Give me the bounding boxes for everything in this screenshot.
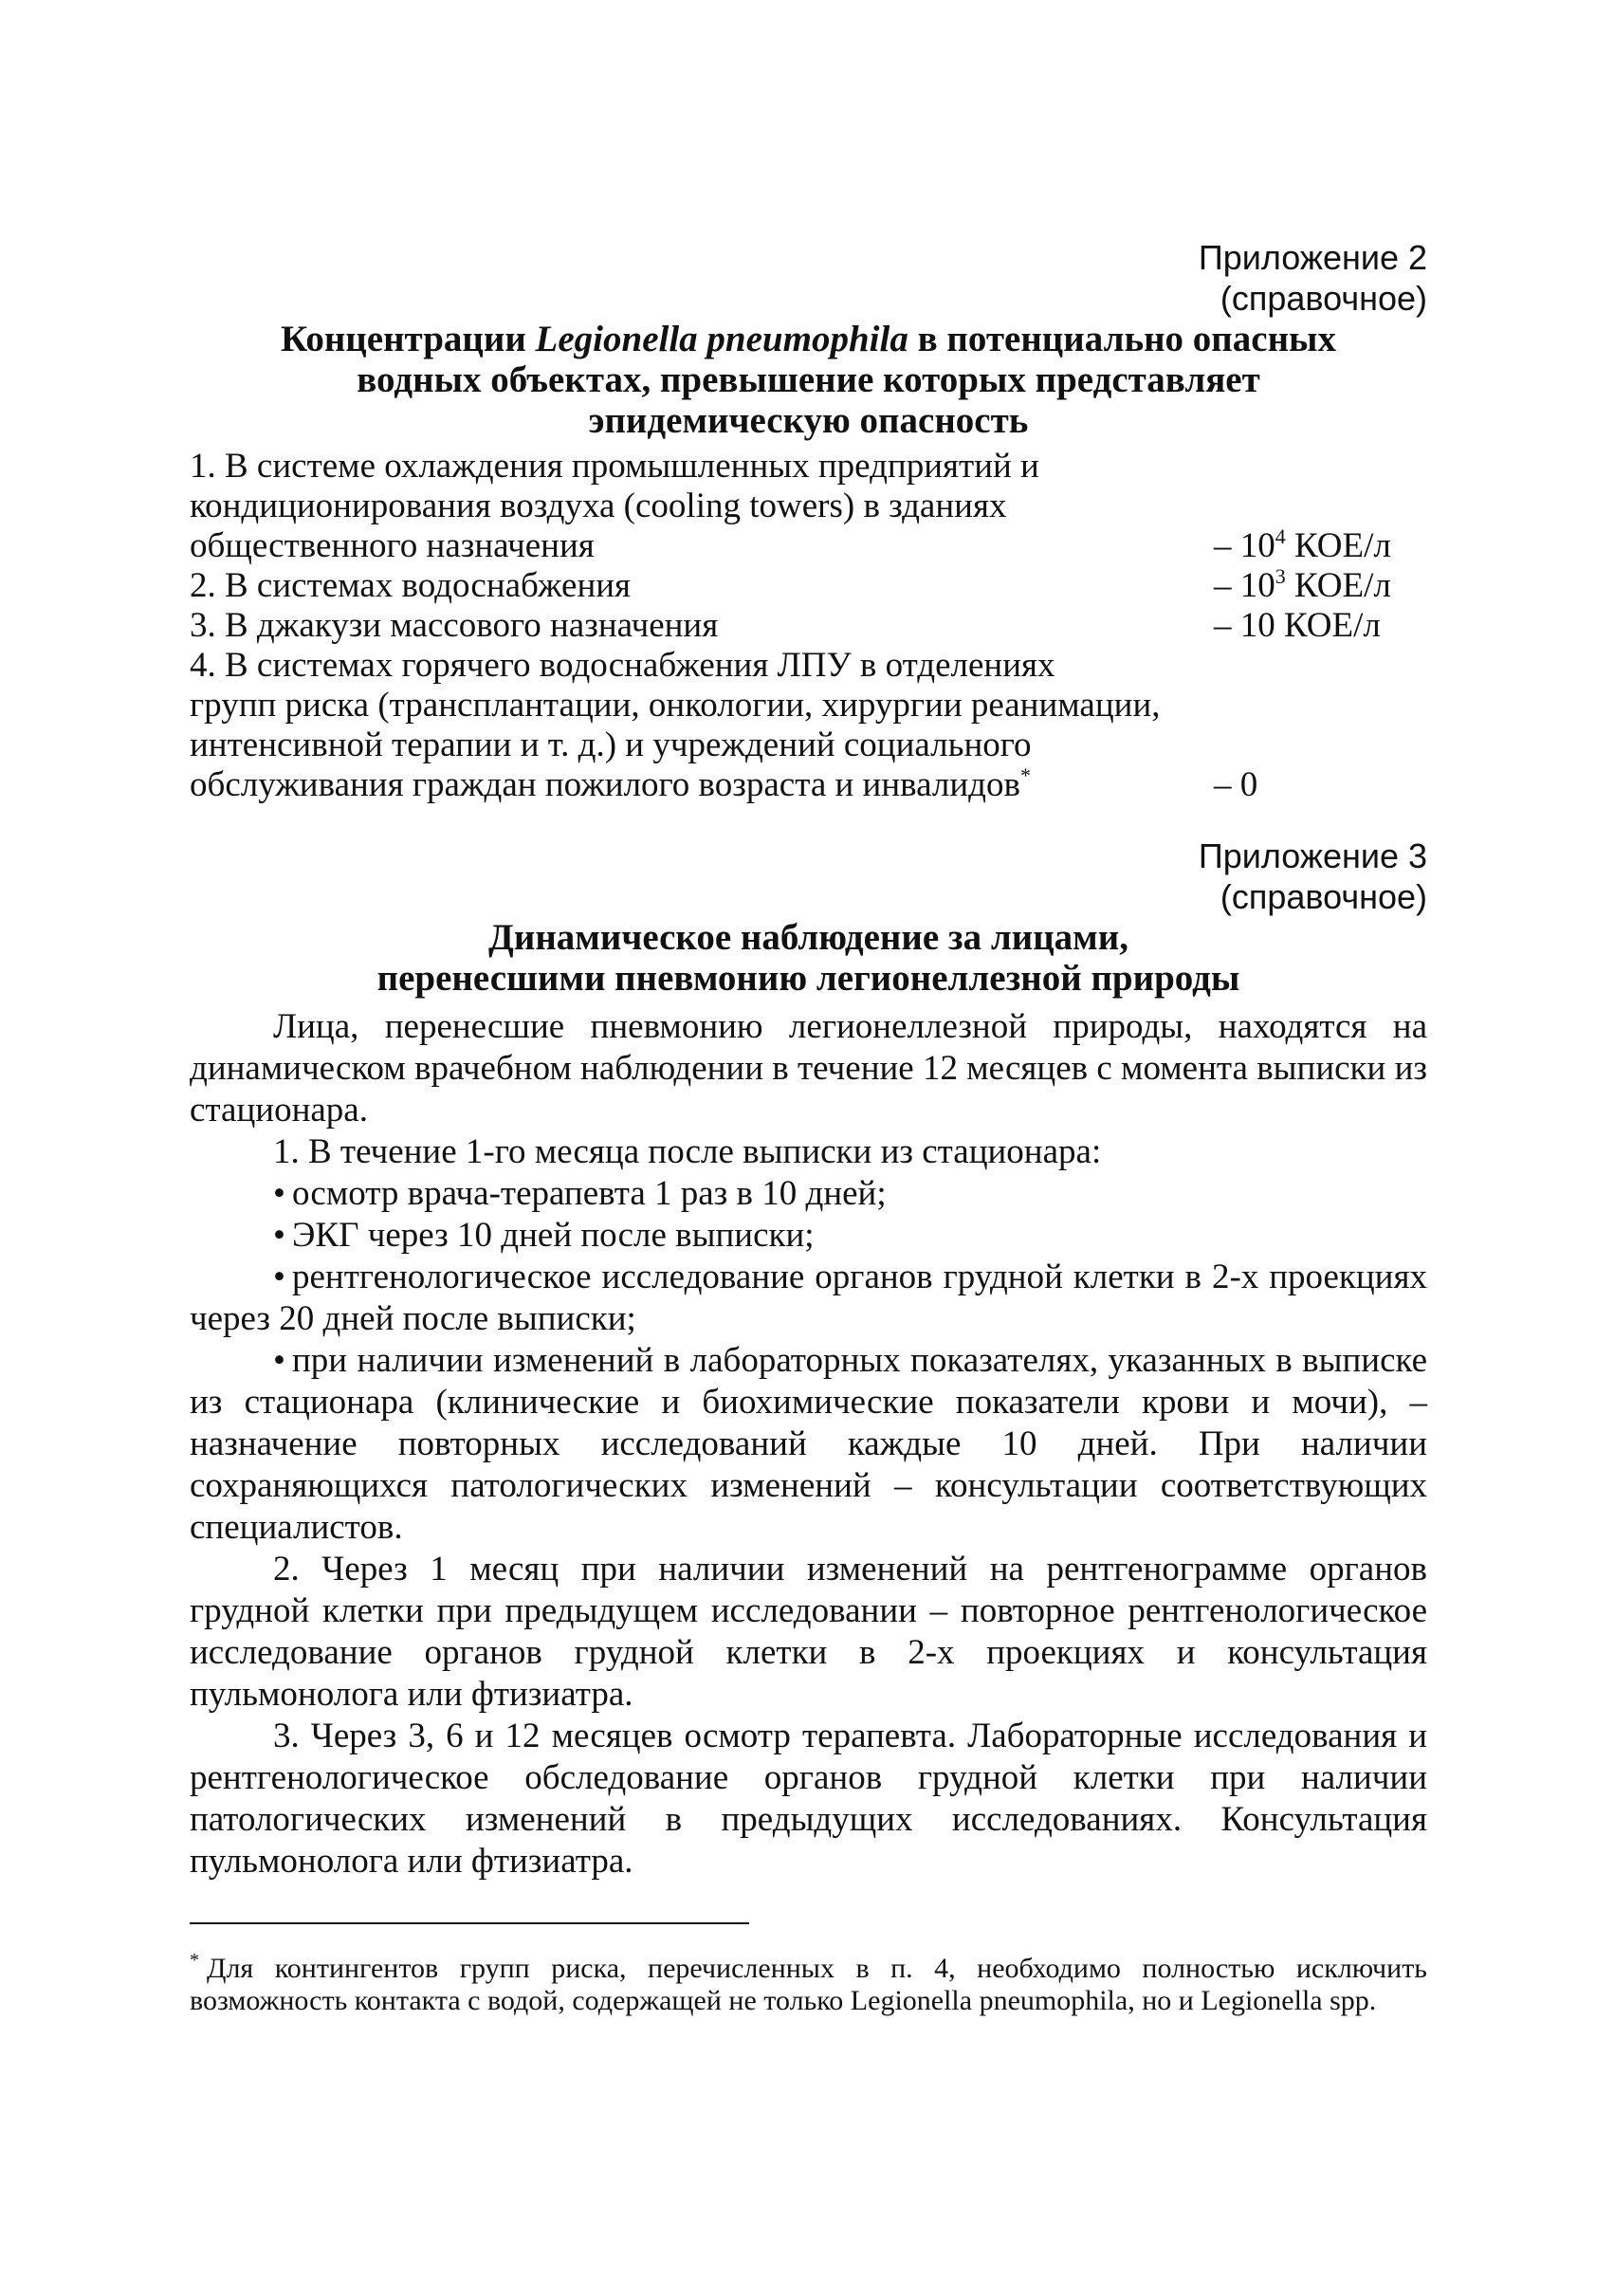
footnote-marker: * [1019,763,1031,787]
concentration-list [190,447,1427,805]
bullet-item: • рентгенологическое исследование органов грудной клетки в 2-х проекциях через 20 дней после выписки; [190,1258,1427,1338]
page-content [190,237,1427,2017]
footnote-divider [190,1922,749,1924]
concentration-value: – 0 [1214,765,1258,804]
species-name: Legionella pneumophila [535,319,908,359]
point-2: 2. Через 1 месяц при наличии изменений на рентгенограмме органов грудной клетки при предыдущем исследовании – повторное рентгенологическое исследование органов грудной клетки в 2-х проекциях и консультация пульмонолога или фтизиатра. [190,1550,1427,1714]
appendix-3-title-line1: Динамическое наблюдение за лицами, [488,917,1128,958]
appendix-2-header [190,237,1427,319]
appendix-2-title-line2: водных объектах, превышение которых представляет [357,359,1260,400]
appendix-3-body [190,1006,1427,1883]
appendix-2-title [190,319,1427,441]
appendix-2-note: (справочное) [1220,279,1427,318]
list-item: 1. В системе охлаждения промышленных предприятий и кондиционирования воздуха (cooling towers) в зданиях общественного назначения – $10^4$ КОЕ/л [190,447,1427,566]
bullet-icon: • [273,1341,285,1380]
appendix-2-label: Приложение 2 [1198,238,1427,277]
appendix-3-title-line2: перенесшими пневмонию легионеллезной природы [376,958,1240,999]
bullet-item: • при наличии изменений в лабораторных показателях, указанных в выписке из стационара (клинические и биохимические показатели крови и мочи), – назначение повторных исследований каждые 10 дней. При наличии сохраняющихся патологических изменений – консультации соответствующих специалистов. [190,1341,1427,1547]
point-3: 3. Через 3, 6 и 12 месяцев осмотр терапевта. Лабораторные исследования и рентгенологическое обследование органов грудной клетки при наличии патологических изменений в предыдущих исследованиях. Консультация пульмонолога или фтизиатра. [190,1717,1427,1881]
intro-paragraph: Лица, перенесшие пневмонию легионеллезной природы, находятся на динамическом врачебном наблюдении в течение 12 месяцев с момента выписки из стационара. [190,1007,1427,1130]
list-item: 2. В системах водоснабжения – $10^3$ КОЕ/л [190,566,1427,606]
list-item: 3. В джакузи массового назначения – 10 КОЕ/л [190,606,1427,646]
concentration-value: – $10^4$ КОЕ/л [1214,524,1391,565]
appendix-3-note: (справочное) [1220,877,1427,916]
bullet-icon: • [273,1174,285,1213]
concentration-value: – 10 КОЕ/л [1214,606,1381,645]
footnote-text: Для контингентов групп риска, перечисленных в п. 4, необходимо полностью исключить возможность контакта с водой, содержащей не только Legionella pneumophila, но и Legionella spp. [190,1953,1427,2016]
concentration-value: – $10^3$ КОЕ/л [1214,564,1391,605]
appendix-2-title-line3: эпидемическую опасность [588,400,1029,441]
appendix-3-label: Приложение 3 [1198,836,1427,875]
appendix-3-title [190,917,1427,999]
footnote-marker: * [190,1950,199,1971]
appendix-3-header [190,836,1427,917]
list-item: 4. В системах горячего водоснабжения ЛПУ в отделениях групп риска (трансплантации, онкологии, хирургии реанимации, интенсивной терапии и т. д.) и учреждений социального обслуживания граждан пожилого возраста и инвалидов* – 0 [190,646,1427,805]
point-1: 1. В течение 1-го месяца после выписки из стационара: [273,1132,1102,1171]
bullet-item: • осмотр врача-терапевта 1 раз в 10 дней; [273,1174,887,1213]
appendix-2-title-line1: Концентрации Legionella pneumophila в потенциально опасных [281,319,1336,359]
bullet-item: • ЭКГ через 10 дней после выписки; [273,1216,815,1255]
bullet-icon: • [273,1258,285,1296]
footnote [190,1950,1427,2017]
bullet-icon: • [273,1216,285,1255]
